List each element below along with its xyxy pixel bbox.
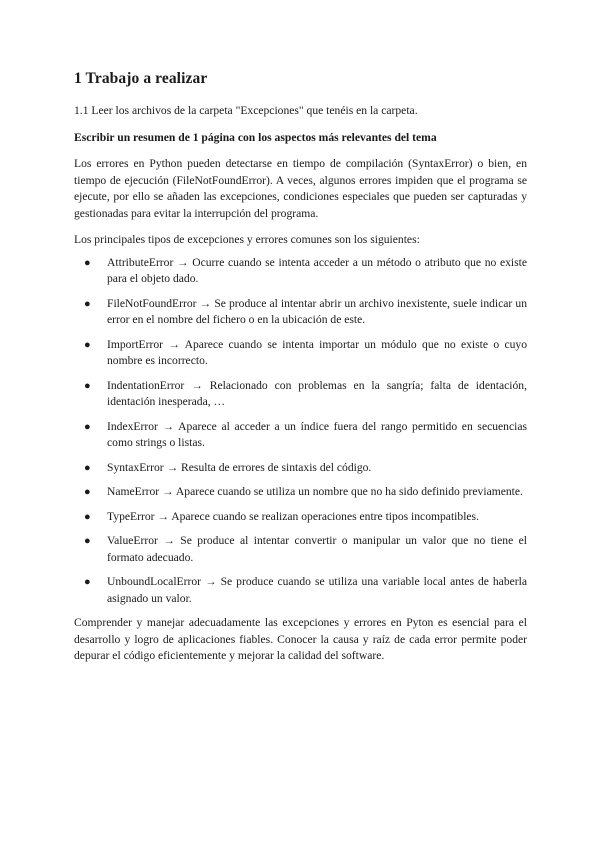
list-item-text: ValueError → Se produce al intentar convertir o manipular un valor que no tiene el formato adecuado.	[107, 534, 527, 564]
list-item-text: ImportError → Aparece cuando se intenta importar un módulo que no existe o cuyo nombre es incorrecto.	[107, 337, 527, 367]
bullet-icon: ●	[84, 338, 91, 351]
subsection-text: 1.1 Leer los archivos de la carpeta "Excepciones" que tenéis en la carpeta.	[74, 104, 418, 117]
bullet-icon: ●	[84, 486, 91, 498]
bullet-icon: ●	[84, 297, 91, 310]
list-item	[84, 509, 527, 526]
bullet-icon: ●	[84, 256, 91, 269]
list-item-text: AttributeError → Ocurre cuando se intenta acceder a un método o atributo que no existe para el objeto dado.	[107, 255, 527, 285]
list-item-text: IndentationError → Relacionado con problemas en la sangría; falta de identación, identación inesperada, …	[107, 378, 527, 408]
bullet-icon: ●	[84, 379, 91, 392]
list-item	[84, 337, 527, 370]
bullet-icon: ●	[84, 510, 91, 523]
list-item	[84, 484, 527, 501]
section-title: 1 Trabajo a realizar	[74, 70, 208, 87]
error-list	[74, 255, 527, 608]
conclusion-paragraph: Comprender y manejar adecuadamente las excepciones y errores en Pyton es esencial para el desarrollo y logro de aplicaciones fiables. Conocer la causa y raíz de cada error permite poder depurar el código eficientemente y mejorar la calidad del software.	[74, 616, 527, 662]
list-item	[84, 419, 527, 452]
list-item-text: SyntaxError → Resulta de errores de sintaxis del código.	[107, 460, 372, 474]
bullet-icon: ●	[84, 576, 91, 588]
bullet-icon: ●	[84, 535, 91, 547]
list-item	[84, 378, 527, 411]
bullet-icon: ●	[84, 461, 91, 474]
list-item	[84, 296, 527, 329]
bullet-icon: ●	[84, 420, 91, 433]
list-item-text: TypeError → Aparece cuando se realizan operaciones entre tipos incompatibles.	[107, 509, 479, 523]
list-item-text: UnboundLocalError → Se produce cuando se utiliza una variable local antes de haberla asignado un valor.	[107, 575, 527, 605]
intro-paragraph: Los errores en Python pueden detectarse en tiempo de compilación (SyntaxError) o bien, en tiempo de ejecución (FileNotFoundError). A veces, algunos errores impiden que el programa se ejecute, por ello se añaden las excepciones, condiciones especiales que pueden ser capturadas y gestionadas para evitar la interrupción del programa.	[74, 157, 527, 220]
list-item	[84, 460, 527, 477]
list-item-text: NameError → Aparece cuando se utiliza un nombre que no ha sido definido previamente.	[107, 485, 523, 498]
list-item-text: FileNotFoundError → Se produce al intentar abrir un archivo inexistente, suele indicar un error en el nombre del fichero o en la ubicación de este.	[107, 296, 527, 326]
list-item	[84, 574, 527, 607]
task-heading: Escribir un resumen de 1 página con los aspectos más relevantes del tema	[74, 130, 437, 144]
list-item	[84, 533, 527, 566]
list-item	[84, 255, 527, 288]
list-intro: Los principales tipos de excepciones y errores comunes son los siguientes:	[74, 233, 420, 246]
list-item-text: IndexError → Aparece al acceder a un índice fuera del rango permitido en secuencias como strings o listas.	[107, 419, 527, 449]
